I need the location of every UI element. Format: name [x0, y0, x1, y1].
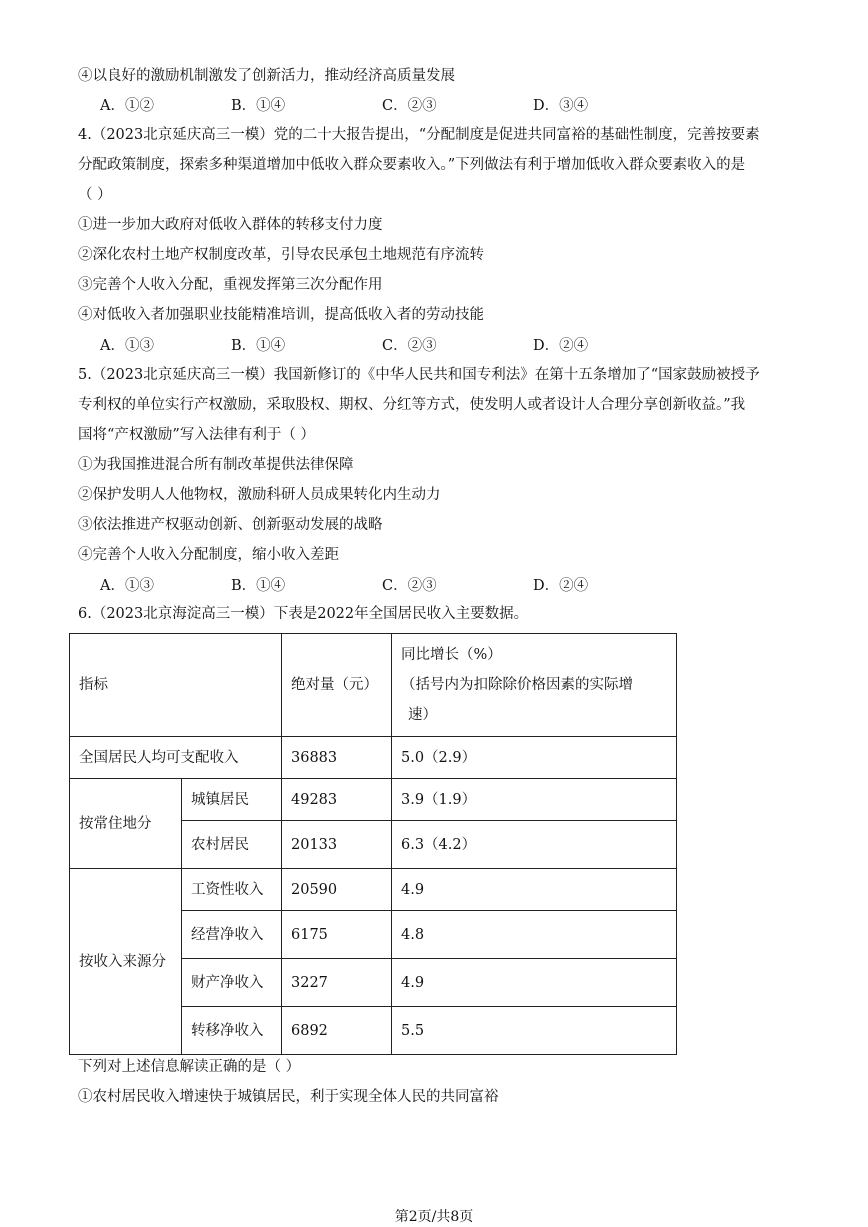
row-label: 农村居民: [182, 821, 282, 869]
q4-option-a[interactable]: A．①③: [100, 338, 154, 354]
q4-statement-1: ①进一步加大政府对低收入群体的转移支付力度: [78, 217, 383, 233]
row-label: 财产净收入: [182, 959, 282, 1007]
row-label: 城镇居民: [182, 779, 282, 821]
header-growth-line2: （括号内为扣除除价格因素的实际增: [401, 677, 633, 693]
group-label-residence: 按常住地分: [70, 779, 182, 869]
q6-question: 下列对上述信息解读正确的是（ ）: [78, 1059, 301, 1075]
q3-statement-4: ④以良好的激励机制激发了创新活力，推动经济高质量发展: [78, 68, 455, 84]
q6-statement-1: ①农村居民收入增速快于城镇居民，利于实现全体人民的共同富裕: [78, 1089, 499, 1105]
q4-statement-2: ②深化农村土地产权制度改革，引导农民承包土地规范有序流转: [78, 247, 484, 263]
q5-statement-1: ①为我国推进混合所有制改革提供法律保障: [78, 457, 354, 473]
q5-statement-4: ④完善个人收入分配制度，缩小收入差距: [78, 547, 339, 563]
q5-option-b[interactable]: B．①④: [231, 578, 286, 594]
q6-stem: 6.（2023北京海淀高三一模）下表是2022年全国居民收入主要数据。: [78, 606, 529, 622]
q4-statement-3: ③完善个人收入分配，重视发挥第三次分配作用: [78, 277, 383, 293]
q4-statement-4: ④对低收入者加强职业技能精准培训，提高低收入者的劳动技能: [78, 307, 484, 323]
row-label: 转移净收入: [182, 1007, 282, 1055]
row-value: 36883: [282, 737, 392, 779]
q5-stem-line3: 国将“产权激励”写入法律有利于（ ）: [78, 427, 315, 443]
table-row: [70, 779, 677, 821]
table-row: [70, 869, 677, 911]
row-growth: 5.0（2.9）: [392, 737, 677, 779]
q3-option-b[interactable]: B．①④: [231, 98, 286, 114]
table-header-row: [70, 634, 677, 737]
row-label: 经营净收入: [182, 911, 282, 959]
row-growth: 5.5: [392, 1007, 677, 1055]
row-label: 工资性收入: [182, 869, 282, 911]
q5-option-c[interactable]: C．②③: [382, 578, 437, 594]
page-footer: 第2页/共8页: [394, 1209, 474, 1225]
q4-option-d[interactable]: D．②④: [533, 338, 589, 354]
row-growth: 4.8: [392, 911, 677, 959]
header-indicator: 指标: [70, 634, 282, 737]
row-value: 3227: [282, 959, 392, 1007]
row-value: 20133: [282, 821, 392, 869]
header-growth: [392, 634, 677, 737]
q4-stem-line2: 分配政策制度，探索多种渠道增加中低收入群众要素收入。”下列做法有利于增加低收入群众要素收入的是: [78, 157, 746, 173]
row-growth: 4.9: [392, 869, 677, 911]
row-value: 20590: [282, 869, 392, 911]
q5-statement-3: ③依法推进产权驱动创新、创新驱动发展的战略: [78, 517, 383, 533]
q4-option-b[interactable]: B．①④: [231, 338, 286, 354]
q5-stem-line1: 5.（2023北京延庆高三一模）我国新修订的《中华人民共和国专利法》在第十五条增加了“国家鼓励被授予: [78, 367, 760, 383]
q5-statement-2: ②保护发明人人他物权，激励科研人员成果转化内生动力: [78, 487, 441, 503]
q5-option-a[interactable]: A．①③: [100, 578, 154, 594]
q3-option-a[interactable]: A．①②: [100, 98, 154, 114]
row-value: 6175: [282, 911, 392, 959]
table-row: [70, 737, 677, 779]
row-value: 49283: [282, 779, 392, 821]
row-growth: 6.3（4.2）: [392, 821, 677, 869]
q4-stem-line3: （ ）: [78, 187, 112, 203]
q4-stem-line1: 4.（2023北京延庆高三一模）党的二十大报告提出，“分配制度是促进共同富裕的基础性制度，完善按要素: [78, 127, 760, 143]
row-growth: 4.9: [392, 959, 677, 1007]
income-data-table: [69, 633, 677, 1055]
q5-stem-line2: 专利权的单位实行产权激励，采取股权、期权、分红等方式，使发明人或者设计人合理分享创新收益。”我: [78, 397, 746, 413]
row-label: 全国居民人均可支配收入: [70, 737, 282, 779]
q3-option-c[interactable]: C．②③: [382, 98, 437, 114]
row-value: 6892: [282, 1007, 392, 1055]
q3-option-d[interactable]: D．③④: [533, 98, 589, 114]
header-absolute: 绝对量（元）: [282, 634, 392, 737]
row-growth: 3.9（1.9）: [392, 779, 677, 821]
q4-option-c[interactable]: C．②③: [382, 338, 437, 354]
group-label-source: 按收入来源分: [70, 869, 182, 1055]
q5-option-d[interactable]: D．②④: [533, 578, 589, 594]
header-growth-line3: 速）: [408, 707, 437, 723]
header-growth-line1: 同比增长（%）: [401, 647, 502, 663]
